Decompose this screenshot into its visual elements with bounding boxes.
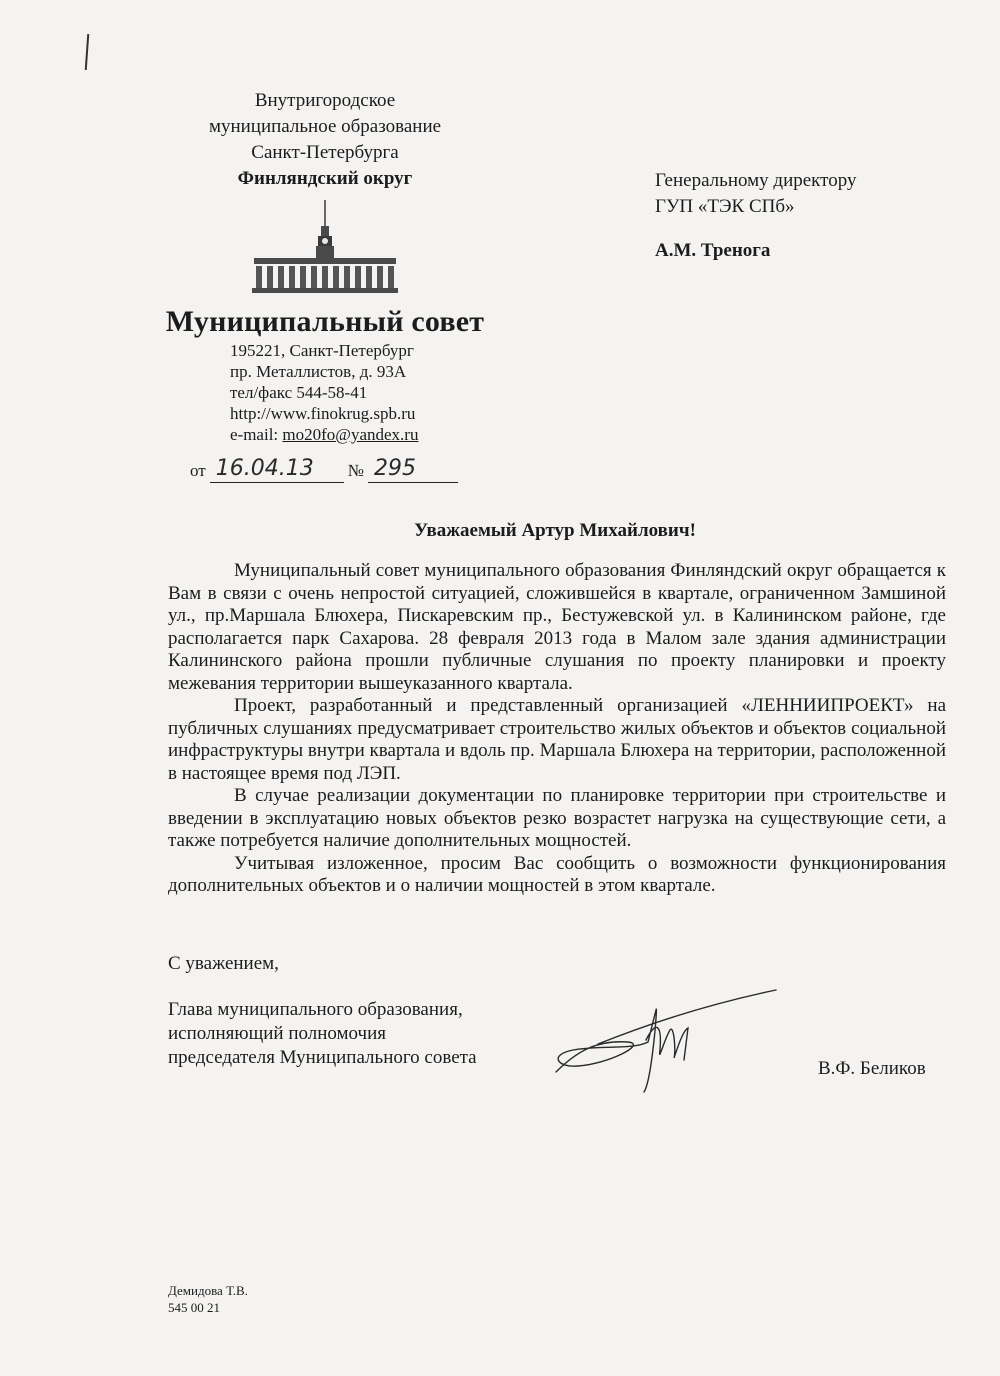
addressee-block bbox=[655, 168, 856, 264]
email-label: e-mail: bbox=[230, 425, 283, 444]
email-link[interactable]: mo20fo@yandex.ru bbox=[282, 425, 419, 444]
addressee-organization: ГУП «ТЭК СПб» bbox=[655, 196, 795, 217]
signatory-title-line-1: Глава муниципального образования, bbox=[168, 999, 463, 1020]
number-label: № bbox=[347, 461, 364, 480]
reference-line bbox=[190, 456, 462, 483]
body-paragraph-1: Муниципальный совет муниципального образования Финляндский округ обращается к Вам в связи с очень непростой ситуацией, сложившейся в квартале, ограниченном Замшиной ул., пр.Маршала Блюхера, Пискаревским пр., Бестужевской ул. в Калининском районе, где располагается парк Сахарова. 28 февраля 2013 года в Малом зале здания администрации Калининского района прошли публичные слушания по проекту планировки и проекту межевания территории вышеуказанного квартала. bbox=[168, 560, 946, 694]
signatory-title bbox=[168, 998, 477, 1070]
postal-address: 195221, Санкт-Петербург bbox=[230, 341, 414, 360]
building-tower-emblem-icon bbox=[250, 198, 400, 296]
body-paragraph-4: Учитывая изложенное, просим Вас сообщить о возможности функционирования дополнительных объектов и о наличии мощностей в этом квартале. bbox=[168, 852, 946, 896]
letterhead-line-1: Внутригородское bbox=[254, 90, 396, 111]
street-address: пр. Металлистов, д. 93А bbox=[230, 362, 407, 381]
email-line bbox=[230, 424, 490, 445]
closing: С уважением, bbox=[168, 953, 279, 974]
district-name: Финляндский округ bbox=[237, 168, 413, 189]
letterhead-line-3: Санкт-Петербурга bbox=[251, 142, 399, 163]
addressee-name: А.М. Тренога bbox=[655, 240, 771, 261]
signatory-title-line-3: председателя Муниципального совета bbox=[168, 1047, 477, 1068]
signatory-title-line-2: исполняющий полномочия bbox=[168, 1023, 387, 1044]
salutation: Уважаемый Артур Михайлович! bbox=[414, 520, 696, 541]
addressee-position: Генеральному директору bbox=[655, 170, 857, 191]
handwritten-signature bbox=[538, 980, 788, 1100]
phone-fax: тел/факс 544-58-41 bbox=[230, 383, 368, 402]
website-link[interactable]: http://www.finokrug.spb.ru bbox=[230, 404, 416, 423]
letterhead-line-2: муниципальное образование bbox=[208, 116, 442, 137]
body-paragraph-3: В случае реализации документации по планировке территории при строительстве и введении в эксплуатацию новых объектов резко возрастет нагрузка на существующие сети, а также потребуется наличие дополнительных мощностей. bbox=[168, 785, 946, 851]
signatory-name: В.Ф. Беликов bbox=[818, 1058, 926, 1079]
letterhead bbox=[160, 88, 490, 445]
letter-body bbox=[168, 560, 946, 898]
scan-mark bbox=[85, 34, 90, 70]
body-paragraph-2: Проект, разработанный и представленный организацией «ЛЕННИИПРОЕКТ» на публичных слушаниях предусматривает строительство жилых объектов и объектов социальной инфраструктуры внутри квартала и вдоль пр. Маршала Блюхера на территории, расположенной в настоящее время под ЛЭП. bbox=[168, 695, 946, 784]
letter-date: 16.04.13 bbox=[210, 456, 344, 483]
executor-phone: 545 00 21 bbox=[168, 1300, 220, 1315]
footer bbox=[168, 1282, 248, 1316]
date-label: от bbox=[190, 461, 206, 480]
executor-name: Демидова Т.В. bbox=[168, 1283, 248, 1298]
letter-number: 295 bbox=[368, 456, 458, 483]
council-title: Муниципальный совет bbox=[165, 305, 485, 338]
